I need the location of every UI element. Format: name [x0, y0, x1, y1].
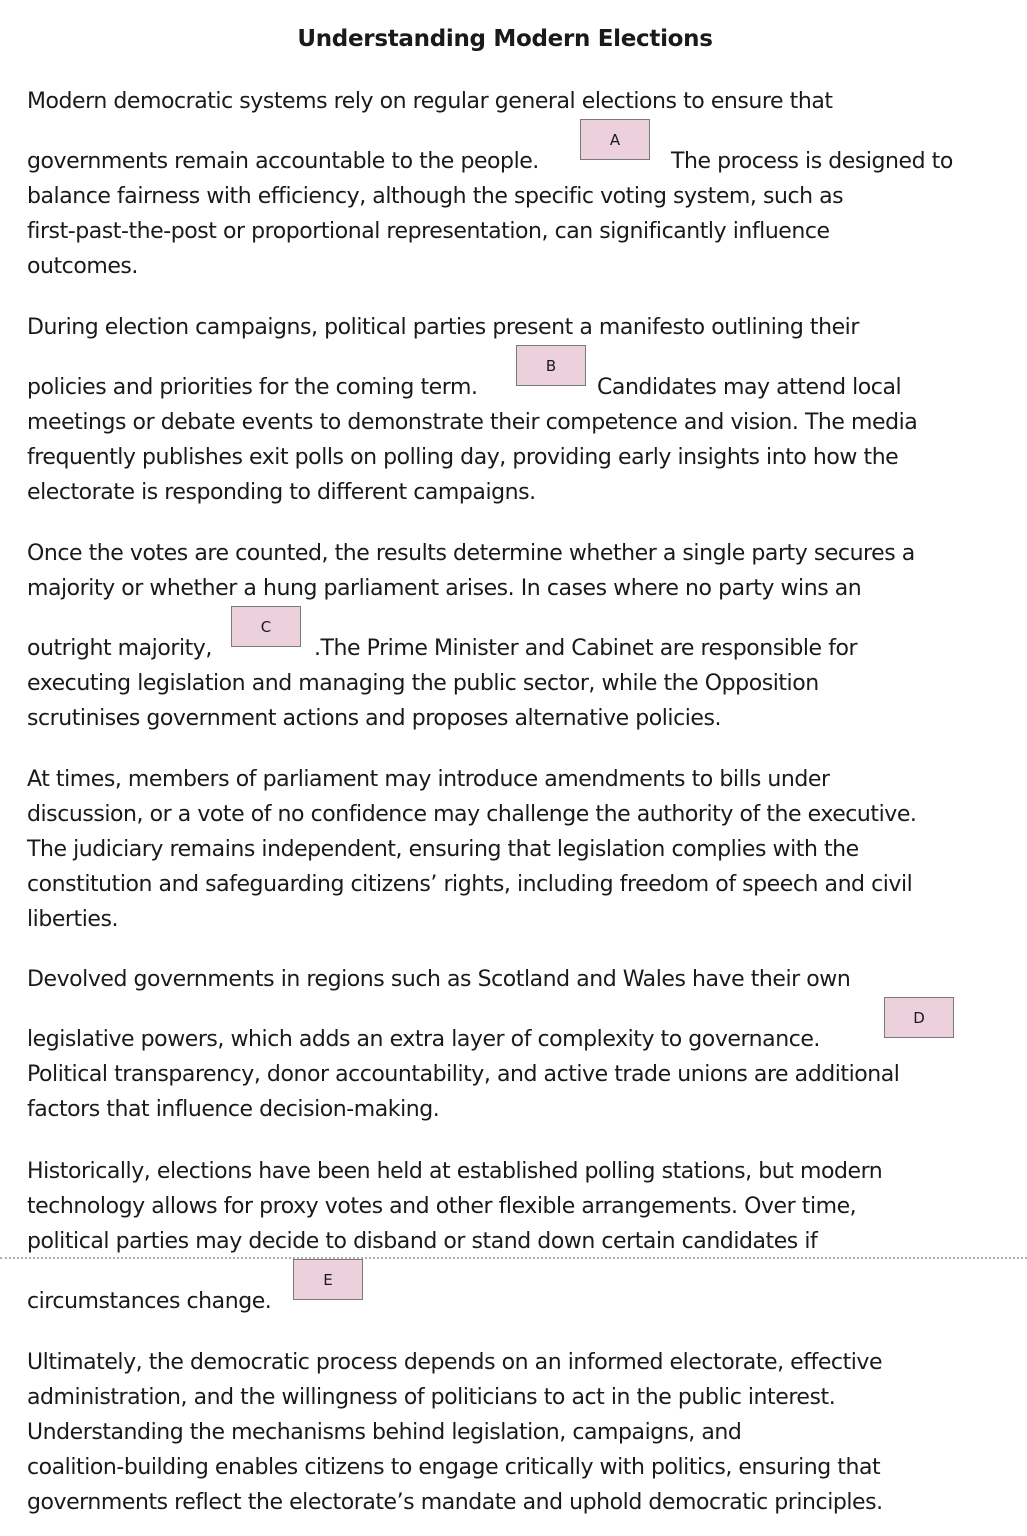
text-segment: governments remain accountable to the people.	[27, 149, 539, 174]
text-line: Once the votes are counted, the results determine whether a single party secures a	[27, 541, 915, 566]
text-line: outcomes.	[27, 254, 138, 279]
text-line: At times, members of parliament may introduce amendments to bills under	[27, 767, 830, 792]
text-line: Historically, elections have been held at established polling stations, but modern	[27, 1159, 883, 1184]
text-line: electorate is responding to different campaigns.	[27, 480, 536, 505]
text-segment: outright majority,	[27, 636, 212, 661]
text-line: The judiciary remains independent, ensuring that legislation complies with the	[27, 837, 859, 862]
page-title: Understanding Modern Elections	[297, 26, 713, 52]
text-line: scrutinises government actions and proposes alternative policies.	[27, 706, 722, 731]
paragraph-5	[27, 962, 1012, 1127]
gap-slot-c[interactable]: C	[231, 606, 301, 647]
paragraph-6	[27, 1154, 1012, 1319]
text-line: meetings or debate events to demonstrate their competence and vision. The media	[27, 410, 918, 435]
text-line: governments reflect the electorate’s mandate and uphold democratic principles.	[27, 1490, 883, 1515]
text-line-with-gap	[27, 606, 1012, 666]
text-line: liberties.	[27, 907, 118, 932]
gap-slot-e[interactable]: E	[293, 1259, 363, 1300]
text-segment: legislative powers, which adds an extra layer of complexity to governance.	[27, 1027, 820, 1052]
text-line: administration, and the willingness of politicians to act in the public interest.	[27, 1385, 836, 1410]
paragraph-3	[27, 536, 1012, 736]
text-line: coalition-building enables citizens to engage critically with politics, ensuring that	[27, 1455, 881, 1480]
text-segment: circumstances change.	[27, 1289, 272, 1314]
text-line-with-gap	[27, 345, 1012, 405]
paragraph-2	[27, 310, 1012, 510]
gap-slot-d[interactable]: D	[884, 997, 954, 1038]
text-segment: policies and priorities for the coming term.	[27, 375, 478, 400]
text-line: Understanding the mechanisms behind legislation, campaigns, and	[27, 1420, 742, 1445]
text-line: technology allows for proxy votes and other flexible arrangements. Over time,	[27, 1194, 857, 1219]
text-line-with-gap	[27, 997, 1012, 1057]
text-line: balance fairness with efficiency, although the specific voting system, such as	[27, 184, 844, 209]
text-segment: The process is designed to	[671, 149, 953, 174]
text-segment: .The Prime Minister and Cabinet are responsible for	[314, 636, 858, 661]
page-divider	[0, 1257, 1027, 1259]
text-line: constitution and safeguarding citizens’ rights, including freedom of speech and civil	[27, 872, 913, 897]
text-line: Political transparency, donor accountability, and active trade unions are additional	[27, 1062, 900, 1087]
paragraph-1	[27, 84, 1012, 284]
paragraph-7	[27, 1345, 1012, 1520]
text-line-with-gap	[27, 119, 1012, 179]
text-line: Modern democratic systems rely on regular general elections to ensure that	[27, 89, 833, 114]
text-line: executing legislation and managing the public sector, while the Opposition	[27, 671, 819, 696]
text-line: majority or whether a hung parliament arises. In cases where no party wins an	[27, 576, 862, 601]
text-line: During election campaigns, political parties present a manifesto outlining their	[27, 315, 859, 340]
gap-slot-a[interactable]: A	[580, 119, 650, 160]
text-line: Devolved governments in regions such as Scotland and Wales have their own	[27, 967, 851, 992]
text-line: frequently publishes exit polls on polling day, providing early insights into how the	[27, 445, 899, 470]
text-line: political parties may decide to disband or stand down certain candidates if	[27, 1229, 818, 1254]
text-segment: Candidates may attend local	[597, 375, 902, 400]
gap-slot-b[interactable]: B	[516, 345, 586, 386]
text-line: factors that influence decision-making.	[27, 1097, 440, 1122]
text-line: discussion, or a vote of no confidence may challenge the authority of the executive.	[27, 802, 917, 827]
text-line: Ultimately, the democratic process depends on an informed electorate, effective	[27, 1350, 883, 1375]
text-line-with-gap	[27, 1259, 1012, 1319]
text-line: first-past-the-post or proportional representation, can significantly influence	[27, 219, 830, 244]
paragraph-4	[27, 762, 1012, 937]
